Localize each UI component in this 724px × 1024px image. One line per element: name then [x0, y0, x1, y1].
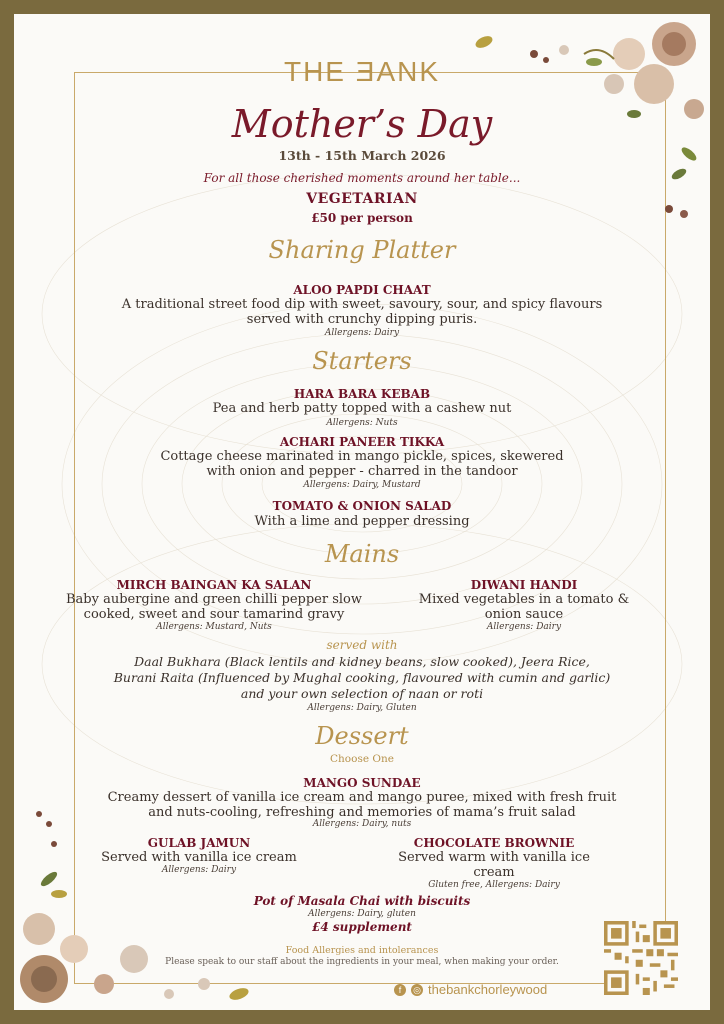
allergy-note-text: Please speak to our staff about the ingredients in your meal, when making your order.	[165, 957, 559, 967]
main-dish-left	[64, 578, 364, 632]
instagram-icon[interactable]: ◎	[411, 984, 423, 996]
dish-name: DIWANI HANDI	[470, 578, 578, 592]
dish-allergens: Allergens: Dairy	[486, 622, 562, 632]
event-dates: 13th - 15th March 2026	[278, 148, 446, 163]
section-title-dessert: Dessert	[315, 722, 409, 750]
dish-name: MIRCH BAINGAN KA SALAN	[116, 578, 312, 592]
served-with-allergens: Allergens: Dairy, Gluten	[307, 703, 417, 713]
dish-description: Served warm with vanilla ice cream	[398, 850, 590, 880]
dish-allergens: Allergens: Mustard, Nuts	[156, 622, 272, 632]
dish-description: Mixed vegetables in a tomato &	[418, 592, 630, 607]
served-with-label: served with	[326, 638, 398, 652]
dish-description: With a lime and pepper dressing	[254, 514, 470, 529]
dish-name: HARA BARA KEBAB	[293, 387, 431, 401]
dish-allergens: Allergens: Nuts	[326, 418, 398, 428]
dish-name: ACHARI PANEER TIKKA	[279, 435, 445, 449]
dish-name: ALOO PAPDI CHAAT	[293, 283, 431, 297]
allergy-note-title: Food Allergies and intolerances	[285, 945, 439, 956]
dish-description: with onion and pepper - charred in the tandoor	[206, 464, 518, 479]
dish-allergens: Allergens: Dairy	[324, 328, 400, 338]
chai-name: Pot of Masala Chai with biscuits	[253, 894, 471, 908]
main-dish-right	[409, 578, 639, 632]
dish-allergens: Allergens: Dairy	[161, 865, 237, 875]
social-footer	[394, 982, 547, 997]
social-handle[interactable]: thebankchorleywood	[428, 982, 548, 997]
menu-content	[14, 14, 710, 1010]
dish-description: cooked, sweet and sour tamarind gravy	[83, 607, 345, 622]
dish-name: TOMATO & ONION SALAD	[272, 499, 452, 513]
dish-name: CHOCOLATE BROWNIE	[413, 836, 575, 850]
served-with-text: Daal Bukhara (Black lentils and kidney beans, slow cooked), Jeera Rice,	[134, 654, 590, 669]
dessert-choose: Choose One	[330, 753, 394, 765]
section-title-mains: Mains	[324, 540, 400, 568]
chai-allergens: Allergens: Dairy, gluten	[308, 909, 416, 919]
dish-description: Cottage cheese marinated in mango pickle, spices, skewered	[160, 449, 564, 464]
page-title: Mother’s Day	[231, 102, 493, 146]
dish-allergens: Gluten free, Allergens: Dairy	[428, 880, 560, 890]
section-title-starters: Starters	[312, 347, 412, 375]
dish-description: and nuts-cooling, refreshing and memories of mama’s fruit salad	[148, 805, 576, 820]
dish-name: GULAB JAMUN	[147, 836, 251, 850]
dessert-chocolate-brownie	[379, 836, 609, 890]
dish-name: MANGO SUNDAE	[303, 776, 421, 790]
intro-text: For all those cherished moments around her table...	[203, 171, 521, 185]
dish-description: onion sauce	[484, 607, 564, 622]
menu-category: VEGETARIAN	[306, 191, 418, 207]
qr-code[interactable]	[604, 921, 678, 995]
menu-page	[14, 14, 710, 1010]
dish-description: Pea and herb patty topped with a cashew nut	[212, 401, 512, 416]
dish-description: Creamy dessert of vanilla ice cream and mango puree, mixed with fresh fruit	[107, 790, 617, 805]
dessert-gulab-jamun	[94, 836, 304, 875]
brand-logo: THE ƎANK	[283, 56, 441, 87]
dish-allergens: Allergens: Dairy, nuts	[312, 819, 412, 829]
dish-description: Served with vanilla ice cream	[101, 850, 297, 865]
dish-description: served with crunchy dipping puris.	[246, 312, 478, 327]
served-with-text: and your own selection of naan or roti	[240, 686, 484, 701]
facebook-icon[interactable]: f	[394, 984, 406, 996]
dish-allergens: Allergens: Dairy, Mustard	[303, 480, 421, 490]
dish-description: A traditional street food dip with sweet, savoury, sour, and spicy flavours	[121, 297, 603, 312]
chai-supplement: £4 supplement	[312, 920, 412, 934]
served-with-text: Burani Raita (Influenced by Mughal cooking, flavoured with cumin and garlic)	[113, 670, 611, 685]
dish-description: Baby aubergine and green chilli pepper slow	[65, 592, 363, 607]
section-title-sharing: Sharing Platter	[268, 236, 456, 264]
menu-price: £50 per person	[311, 211, 413, 225]
